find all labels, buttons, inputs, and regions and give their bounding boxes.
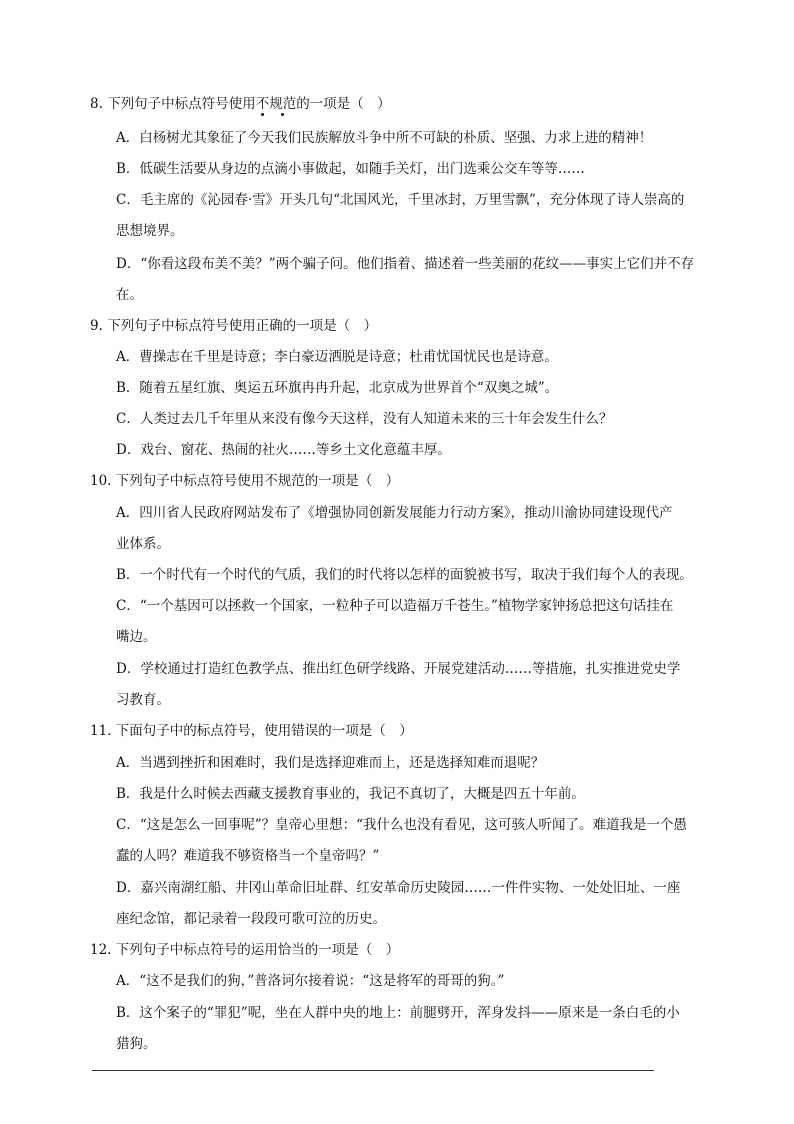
option-11c-cont: 蠢的人吗？难道我不够资格当一个皇帝吗？” [116, 848, 380, 864]
question-10-stem [90, 471, 399, 491]
option-8c: C．毛主席的《沁园春·雪》开头几句“北国风光，千里冰封，万里雪飘”，充分体现了诗人崇高的 [116, 192, 685, 208]
option-11c: C．“这是怎么一回事呢”？皇帝心里想：“我什么也没有看见，这可骇人听闻了。难道我是一个愚 [116, 817, 688, 833]
question-text: 下列句子中标点符号使用 [107, 96, 256, 112]
option-12a: A．“这不是我们的狗，”普洛诃尔接着说：“这是将军的哥哥的狗。” [116, 973, 505, 989]
option-8c-cont: 思想境界。 [116, 223, 184, 239]
option-12b-cont: 猎狗。 [116, 1036, 157, 1052]
option-11b: B．我是什么时候去西藏支援教育事业的，我记不真切了，大概是四五十年前。 [116, 786, 585, 802]
question-number: 11. [90, 723, 112, 739]
question-11-stem [90, 721, 413, 741]
option-10d: D．学校通过打造红色教学点、推出红色研学线路、开展党建活动……等措施，扎实推进党史学 [116, 661, 681, 677]
option-9b: B．随着五星红旗、奥运五环旗冉冉升起，北京成为世界首个“双奥之城”。 [116, 380, 559, 396]
emphasis-chars: 规范 [269, 96, 297, 112]
option-9c: C．人类过去几千年里从来没有像今天这样，没有人知道未来的三十年会发生什么？ [116, 411, 613, 427]
question-number: 10. [90, 473, 112, 489]
question-text: 下面句子中的标点符号，使用错误的一项是（ ） [115, 723, 413, 739]
option-12b: B．这个案子的“罪犯”呢，坐在人群中央的地上：前腿劈开，浑身发抖——原来是一条白毛的小 [116, 1005, 680, 1021]
option-8d-cont: 在。 [116, 287, 143, 303]
question-text: 下列句子中标点符号使用正确的一项是（ ） [107, 318, 378, 334]
option-11a: A．当遇到挫折和困难时，我们是选择迎难而上，还是选择知难而退呢？ [116, 755, 545, 771]
option-11d-cont: 座纪念馆，都记录着一段段可歌可泣的历史。 [116, 911, 386, 927]
question-9-stem [90, 316, 377, 336]
question-text-end: 的一项是（ ） [296, 96, 391, 112]
option-10a-cont: 业体系。 [116, 536, 170, 552]
option-8a: A．白杨树尤其象征了今天我们民族解放斗争中所不可缺的朴质、坚强、力求上进的精神！ [116, 130, 653, 146]
option-11d: D．嘉兴南湖红船、井冈山革命旧址群、红安革命历史陵园……一件件实物、一处处旧址、一座 [116, 880, 681, 896]
option-10a: A．四川省人民政府网站发布了《增强协同创新发展能力行动方案》，推动川渝协同建设现代产 [116, 505, 673, 521]
question-12-stem [90, 940, 399, 960]
option-8b: B．低碳生活要从身边的点滴小事做起，如随手关灯，出门选乘公交车等等…… [116, 161, 585, 177]
option-10b: B．一个时代有一个时代的气质，我们的时代将以怎样的面貌被书写，取决于我们每个人的表现。 [116, 567, 693, 583]
question-number: 12. [90, 942, 112, 958]
footer-divider [92, 1070, 654, 1071]
question-8-stem [90, 94, 391, 114]
option-9a: A．曹操志在千里是诗意；李白豪迈洒脱是诗意；杜甫忧国忧民也是诗意。 [116, 349, 558, 365]
emphasis-char: 不 [255, 96, 270, 112]
option-9d: D．戏台、窗花、热闹的社火……等乡土文化意蕴丰厚。 [116, 442, 451, 458]
question-text: 下列句子中标点符号的运用恰当的一项是（ ） [115, 942, 400, 958]
option-8d: D．“你看这段布美不美？”两个骗子问。他们指着、描述着一些美丽的花纹——事实上它们并不存 [116, 256, 695, 272]
question-number: 8. [90, 96, 103, 112]
question-text: 下列句子中标点符号使用不规范的一项是（ ） [115, 473, 400, 489]
question-number: 9. [90, 318, 103, 334]
option-10c-cont: 嘴边。 [116, 629, 157, 645]
option-10d-cont: 习教育。 [116, 692, 170, 708]
option-10c: C．“一个基因可以拯救一个国家，一粒种子可以造福万千苍生。”植物学家钟扬总把这句话挂在 [116, 598, 674, 614]
